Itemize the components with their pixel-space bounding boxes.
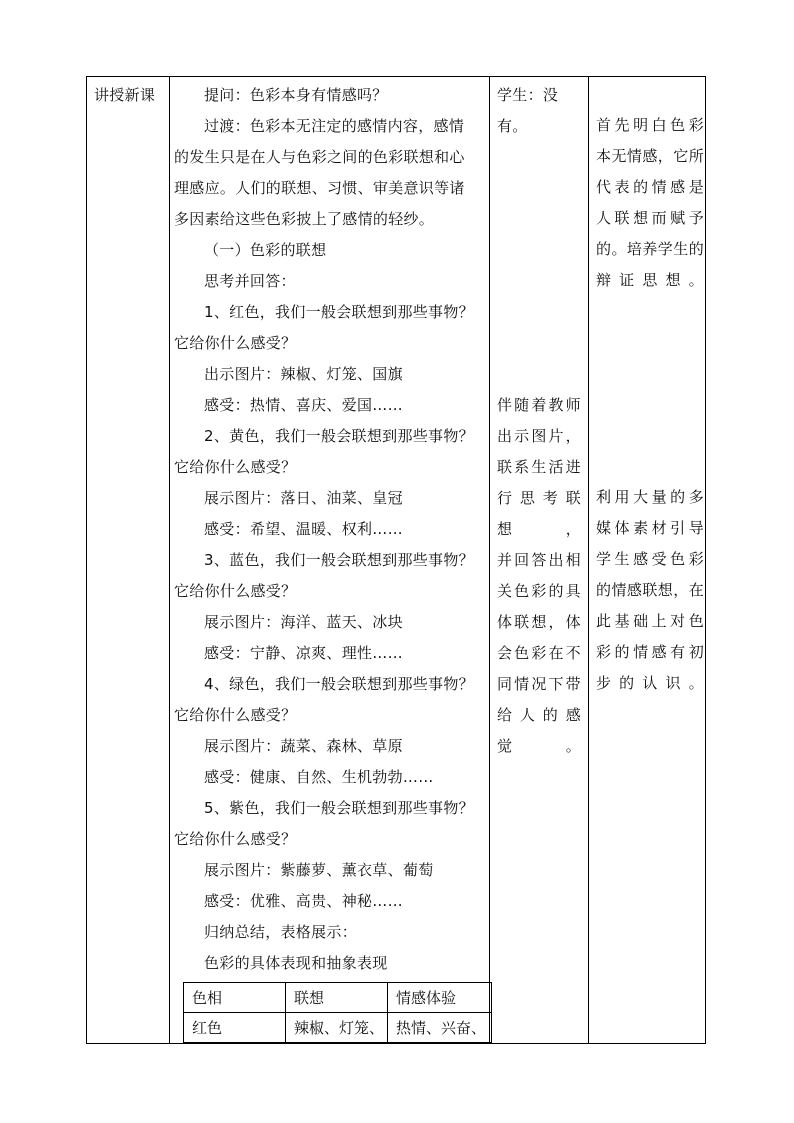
student-activity-line: 伴随着教师 bbox=[497, 396, 581, 414]
student-activity-line: 给人的感觉。 bbox=[497, 706, 581, 755]
content-line: 1、红色，我们一般会联想到那些事物？ bbox=[204, 303, 474, 321]
intent-line: 的情感联想，在 bbox=[596, 581, 704, 599]
content-line: 它给你什么感受？ bbox=[174, 582, 297, 600]
content-line: 展示图片：落日、油菜、皇冠 bbox=[204, 489, 403, 507]
table-row bbox=[184, 1013, 492, 1043]
content-line: 展示图片：紫藤萝、薰衣草、葡萄 bbox=[204, 861, 434, 879]
student-activity-line: 会色彩在不 bbox=[497, 644, 581, 662]
student-activity-line: 关色彩的具 bbox=[497, 582, 581, 600]
color-summary-table bbox=[183, 982, 492, 1043]
student-activity-line: 出示图片， bbox=[497, 427, 581, 445]
intent-line: 媒体素材引导 bbox=[596, 519, 704, 537]
content-line: 多因素给这些色彩披上了感情的轻纱。 bbox=[174, 210, 435, 228]
student-activity bbox=[497, 80, 581, 762]
content-line: 展示图片：海洋、蓝天、冰块 bbox=[204, 613, 403, 631]
content-line: 5、紫色，我们一般会联想到那些事物？ bbox=[204, 799, 474, 817]
column-divider bbox=[588, 77, 589, 1043]
content-line: 展示图片：蔬菜、森林、草原 bbox=[204, 737, 403, 755]
content-line: 色彩的具体表现和抽象表现 bbox=[204, 954, 388, 972]
intent-line: 辩证思想。 bbox=[596, 271, 704, 289]
row-label: 讲授新课 bbox=[94, 86, 156, 104]
content-line: 理感应。人们的联想、习惯、审美意识等诸 bbox=[174, 179, 465, 197]
content-line: 它给你什么感受？ bbox=[174, 334, 297, 352]
lesson-plan-table bbox=[86, 76, 706, 1044]
intent-line: 的。培养学生的 bbox=[596, 240, 704, 258]
intent-line: 首先明白色彩 bbox=[596, 116, 704, 134]
content-line: 感受：宁静、凉爽、理性…… bbox=[204, 644, 403, 662]
content-line: 2、黄色，我们一般会联想到那些事物？ bbox=[204, 427, 474, 445]
intent-line: 人联想而赋予 bbox=[596, 209, 704, 227]
content-line: 思考并回答： bbox=[204, 272, 296, 290]
content-line: （一）色彩的联想 bbox=[204, 241, 327, 259]
teaching-content bbox=[174, 80, 490, 979]
intent-line: 步的认识。 bbox=[596, 674, 704, 692]
intent-line: 此基础上对色 bbox=[596, 612, 704, 630]
intent-line: 彩的情感有初 bbox=[596, 643, 704, 661]
content-line: 它给你什么感受？ bbox=[174, 706, 297, 724]
content-line: 4、绿色，我们一般会联想到那些事物？ bbox=[204, 675, 474, 693]
content-line: 感受：热情、喜庆、爱国…… bbox=[204, 396, 403, 414]
column-divider bbox=[169, 77, 170, 1043]
table-cell: 热情、兴奋、 bbox=[388, 1013, 492, 1043]
intent-line: 利用大量的多 bbox=[596, 488, 704, 506]
content-line: 的发生只是在人与色彩之间的色彩联想和心 bbox=[174, 148, 465, 166]
header-cell: 情感体验 bbox=[388, 983, 492, 1013]
content-line: 出示图片：辣椒、灯笼、国旗 bbox=[204, 365, 403, 383]
content-line: 过渡：色彩本无注定的感情内容，感情 bbox=[204, 117, 465, 135]
student-activity-line: 行思考联想， bbox=[497, 489, 581, 538]
table-cell: 红色 bbox=[184, 1013, 286, 1043]
student-answer: 学生：没有。 bbox=[497, 86, 559, 135]
design-intent bbox=[596, 110, 704, 699]
table-cell: 辣椒、灯笼、 bbox=[286, 1013, 388, 1043]
content-line: 它给你什么感受？ bbox=[174, 458, 297, 476]
content-line: 感受：优雅、高贵、神秘…… bbox=[204, 892, 403, 910]
content-line: 感受：希望、温暖、权利…… bbox=[204, 520, 403, 538]
intent-line: 代表的情感是 bbox=[596, 178, 704, 196]
content-line: 它给你什么感受？ bbox=[174, 830, 297, 848]
content-line: 归纳总结，表格展示： bbox=[204, 923, 358, 941]
intent-line: 学生感受色彩 bbox=[596, 550, 704, 568]
content-line: 提问：色彩本身有情感吗？ bbox=[204, 86, 388, 104]
intent-line: 本无情感，它所 bbox=[596, 147, 704, 165]
student-activity-line: 同情况下带 bbox=[497, 675, 581, 693]
table-header-row bbox=[184, 983, 492, 1013]
student-activity-line: 并回答出相 bbox=[497, 551, 581, 569]
student-activity-line: 体联想，体 bbox=[497, 613, 581, 631]
header-cell: 联想 bbox=[286, 983, 388, 1013]
content-line: 感受：健康、自然、生机勃勃…… bbox=[204, 768, 434, 786]
header-cell: 色相 bbox=[184, 983, 286, 1013]
content-line: 3、蓝色，我们一般会联想到那些事物？ bbox=[204, 551, 474, 569]
student-activity-line: 联系生活进 bbox=[497, 458, 581, 476]
